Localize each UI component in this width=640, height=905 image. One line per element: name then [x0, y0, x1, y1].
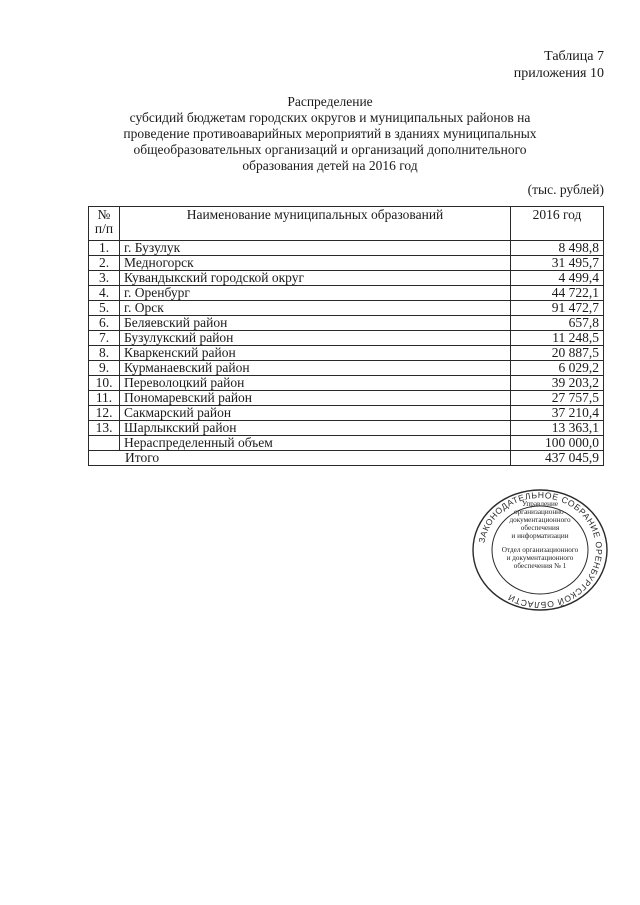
- total-value: 437 045,9: [511, 451, 604, 466]
- row-num: 12.: [89, 406, 120, 421]
- row-value: 20 887,5: [511, 346, 604, 361]
- title-line-2: субсидий бюджетам городских округов и муниципальных районов на: [129, 110, 531, 125]
- row-value: 27 757,5: [511, 391, 604, 406]
- row-value: 4 499,4: [511, 271, 604, 286]
- table-row: [89, 316, 604, 331]
- row-num: 8.: [89, 346, 120, 361]
- stamp-dept2-line: обеспечения № 1: [513, 562, 567, 570]
- row-name: Сакмарский район: [120, 406, 511, 421]
- stamp-dept1-line: Управление: [521, 500, 559, 508]
- total-label: Итого: [89, 451, 511, 466]
- row-num: [89, 436, 120, 451]
- row-num: 3.: [89, 271, 120, 286]
- row-num: 13.: [89, 421, 120, 436]
- row-name: Шарлыкский район: [120, 421, 511, 436]
- row-name: Пономаревский район: [120, 391, 511, 406]
- row-name: Бузулукский район: [120, 331, 511, 346]
- title-line-5: образования детей на 2016 год: [242, 158, 418, 173]
- row-value: 6 029,2: [511, 361, 604, 376]
- row-num: 10.: [89, 376, 120, 391]
- stamp-dept1-line: документационного: [509, 516, 571, 524]
- row-value: 37 210,4: [511, 406, 604, 421]
- row-value: 44 722,1: [511, 286, 604, 301]
- row-num: 4.: [89, 286, 120, 301]
- unit-label: (тыс. рублей): [527, 182, 604, 197]
- stamp-dept1-line: обеспечения: [520, 524, 560, 532]
- table-row: [89, 361, 604, 376]
- row-name: Нераспределенный объем: [120, 436, 511, 451]
- table-total-row: [89, 451, 604, 466]
- table-row: [89, 256, 604, 271]
- row-name: г. Орск: [120, 301, 511, 316]
- row-value: 91 472,7: [511, 301, 604, 316]
- row-value: 11 248,5: [511, 331, 604, 346]
- table-row: [89, 406, 604, 421]
- column-header-value: 2016 год: [511, 207, 604, 241]
- table-row: [89, 271, 604, 286]
- table-row: [89, 436, 604, 451]
- row-num: 11.: [89, 391, 120, 406]
- table-row: [89, 421, 604, 436]
- table-header-row: [89, 207, 604, 241]
- row-name: г. Бузулук: [120, 241, 511, 256]
- stamp-dept1-line: организационно-: [513, 508, 566, 516]
- stamp-dept1-line: и информатизации: [511, 532, 569, 540]
- row-num: 6.: [89, 316, 120, 331]
- column-header-num: № п/п: [89, 207, 120, 241]
- row-value: 100 000,0: [511, 436, 604, 451]
- row-name: Медногорск: [120, 256, 511, 271]
- row-name: г. Оренбург: [120, 286, 511, 301]
- table-row: [89, 391, 604, 406]
- row-num: 9.: [89, 361, 120, 376]
- document-title: [90, 94, 570, 174]
- row-value: 8 498,8: [511, 241, 604, 256]
- row-num: 7.: [89, 331, 120, 346]
- stamp-inner-text: [494, 500, 586, 570]
- title-line-1: Распределение: [287, 94, 373, 109]
- row-name: Кваркенский район: [120, 346, 511, 361]
- table-row: [89, 376, 604, 391]
- row-value: 13 363,1: [511, 421, 604, 436]
- row-name: Переволоцкий район: [120, 376, 511, 391]
- stamp-dept2-line: Отдел организационного: [501, 546, 579, 554]
- table-row: [89, 301, 604, 316]
- column-header-name: Наименование муниципальных образований: [120, 207, 511, 241]
- appendix-ref: приложения 10: [513, 66, 604, 81]
- table-row: [89, 331, 604, 346]
- row-name: Курманаевский район: [120, 361, 511, 376]
- official-stamp: [470, 488, 610, 612]
- subsidy-table: [88, 206, 604, 466]
- stamp-ring-text: ЗАКОНОДАТЕЛЬНОЕ СОБРАНИЕ ОРЕНБУРГСКОЙ ОБЛАСТИ: [476, 489, 605, 611]
- row-num: 5.: [89, 301, 120, 316]
- row-name: Беляевский район: [120, 316, 511, 331]
- row-value: 31 495,7: [511, 256, 604, 271]
- row-num: 2.: [89, 256, 120, 271]
- row-value: 39 203,2: [511, 376, 604, 391]
- title-line-3: проведение противоаварийных мероприятий в зданиях муниципальных: [123, 126, 537, 141]
- table-ref: Таблица 7: [544, 49, 604, 64]
- corner-reference: [514, 48, 604, 82]
- row-value: 657,8: [511, 316, 604, 331]
- row-name: Кувандыкский городской округ: [120, 271, 511, 286]
- table-row: [89, 241, 604, 256]
- table-row: [89, 286, 604, 301]
- row-num: 1.: [89, 241, 120, 256]
- stamp-dept2-line: и документационного: [506, 554, 574, 562]
- table-row: [89, 346, 604, 361]
- title-line-4: общеобразовательных организаций и организаций дополнительного: [133, 142, 527, 157]
